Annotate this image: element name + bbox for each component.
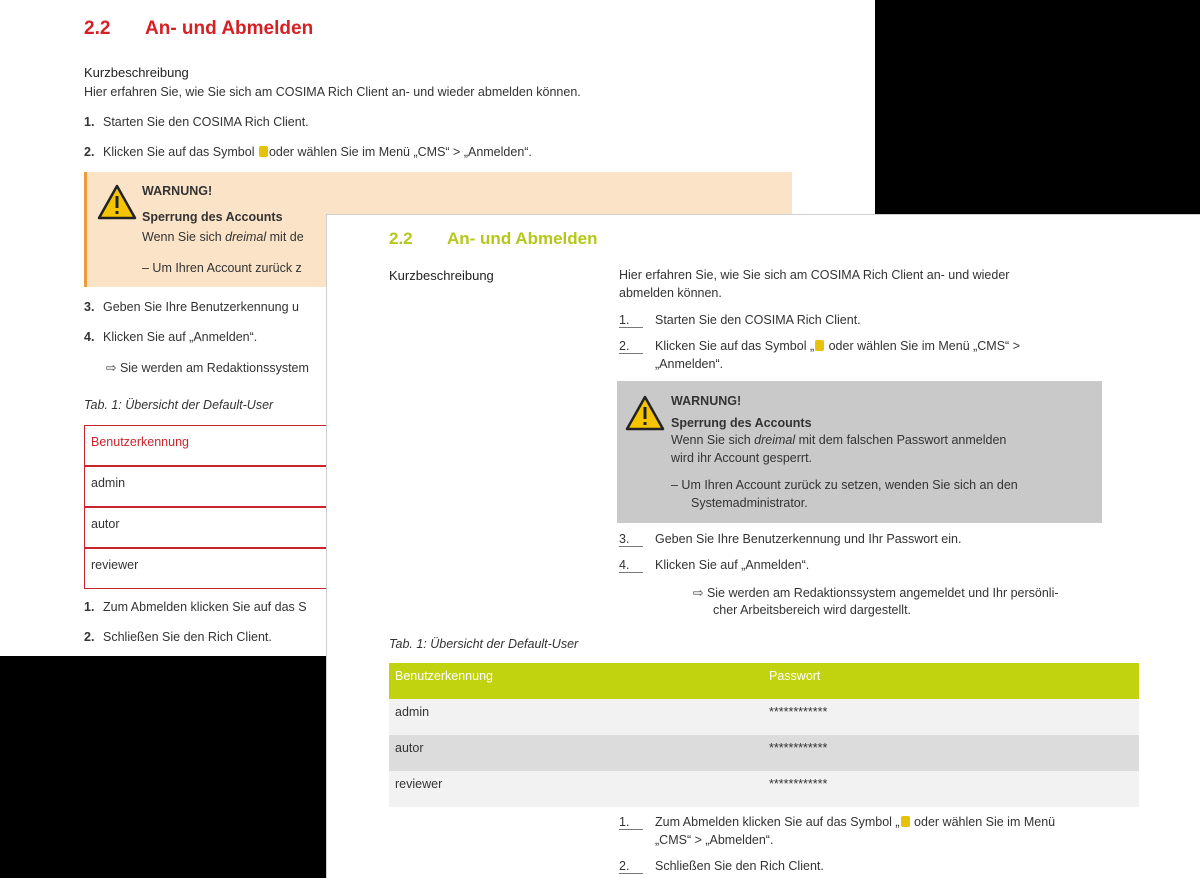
table-row — [389, 735, 1139, 771]
step-number: 2. — [84, 630, 95, 644]
section-title: An- und Abmelden — [145, 18, 314, 39]
section-title: An- und Abmelden — [447, 229, 598, 248]
front-page — [326, 214, 1200, 878]
result-text: ⇨ Sie werden am Redaktionssystem angemeldet und Ihr persönli- — [693, 586, 1059, 600]
step-text: Geben Sie Ihre Benutzerkennung und Ihr Passwort ein. — [655, 532, 962, 546]
step-number: 2. — [84, 145, 95, 159]
intro-text: Hier erfahren Sie, wie Sie sich am COSIMA Rich Client an- und wieder abmelden können. — [84, 85, 581, 99]
table-cell: ************ — [769, 741, 828, 755]
step-number: 1. — [84, 115, 95, 129]
step-text: Schließen Sie den Rich Client. — [103, 630, 272, 644]
step-number: 4. — [84, 330, 95, 344]
section-number: 2.2 — [389, 229, 413, 248]
table-cell: autor — [395, 741, 424, 755]
table-row — [389, 771, 1139, 807]
step-number: 1. — [619, 815, 643, 830]
step-text: Zum Abmelden klicken Sie auf das S — [103, 600, 307, 614]
table-cell: admin — [84, 466, 344, 507]
key-icon — [815, 340, 824, 351]
step-text: „CMS“ > „Abmelden“. — [655, 833, 774, 847]
warning-title: WARNUNG! — [142, 184, 213, 198]
table-cell: autor — [84, 507, 344, 548]
warning-text: Wenn Sie sich dreimal mit dem falschen Passwort anmelden — [671, 433, 1007, 447]
step-text: Schließen Sie den Rich Client. — [655, 859, 824, 873]
warning-icon — [97, 184, 137, 220]
step-text: Klicken Sie auf „Anmelden“. — [103, 330, 258, 344]
table-header-cell: Benutzerkennung — [395, 669, 493, 683]
step-number: 2. — [619, 859, 643, 874]
table-caption: Tab. 1: Übersicht der Default-User — [389, 637, 579, 651]
step-text: Zum Abmelden klicken Sie auf das Symbol „ oder wählen Sie im Menü — [655, 815, 1056, 829]
step-text: Klicken Sie auf das Symbol oder wählen Sie im Menü „CMS“ > „Anmelden“. — [103, 145, 532, 159]
table-row — [389, 699, 1139, 735]
summary-label: Kurzbeschreibung — [389, 268, 494, 283]
warning-bullet: Systemadministrator. — [691, 496, 808, 510]
warning-subtitle: Sperrung des Accounts — [671, 416, 812, 430]
section-number: 2.2 — [84, 18, 111, 39]
warning-bullet: – Um Ihren Account zurück zu setzen, wenden Sie sich an den — [671, 478, 1018, 492]
table-caption: Tab. 1: Übersicht der Default-User — [84, 398, 274, 412]
warning-title: WARNUNG! — [671, 394, 742, 408]
warning-box — [617, 381, 1102, 523]
warning-text: Wenn Sie sich dreimal mit de — [142, 230, 304, 244]
step-number: 3. — [619, 532, 643, 547]
key-icon — [901, 816, 910, 827]
intro-text: Hier erfahren Sie, wie Sie sich am COSIMA Rich Client an- und wieder — [619, 268, 1010, 282]
step-text: Starten Sie den COSIMA Rich Client. — [655, 313, 861, 327]
intro-text: abmelden können. — [619, 286, 722, 300]
warning-icon — [625, 395, 665, 431]
result-text: ⇨ Sie werden am Redaktionssystem — [106, 361, 309, 375]
table-cell: reviewer — [84, 548, 344, 589]
step-number: 4. — [619, 558, 643, 573]
step-number: 3. — [84, 300, 95, 314]
summary-label: Kurzbeschreibung — [84, 65, 189, 80]
step-text: Klicken Sie auf „Anmelden“. — [655, 558, 810, 572]
table-header-cell: Benutzerkennung — [84, 425, 344, 466]
warning-subtitle: Sperrung des Accounts — [142, 210, 283, 224]
table-cell: ************ — [769, 705, 828, 719]
table-cell: ************ — [769, 777, 828, 791]
step-text: „Anmelden“. — [655, 357, 724, 371]
result-text: cher Arbeitsbereich wird dargestellt. — [713, 603, 912, 617]
warning-text: wird ihr Account gesperrt. — [671, 451, 813, 465]
table-cell: admin — [395, 705, 430, 719]
step-text: Geben Sie Ihre Benutzerkennung u — [103, 300, 299, 314]
step-number: 1. — [619, 313, 643, 328]
key-icon — [259, 146, 268, 157]
table-header-cell: Passwort — [769, 669, 821, 683]
step-number: 1. — [84, 600, 95, 614]
table-header-row — [389, 663, 1139, 699]
table-cell: reviewer — [395, 777, 443, 791]
step-text: Klicken Sie auf das Symbol „ oder wählen Sie im Menü „CMS“ > — [655, 339, 1020, 353]
warning-bullet: – Um Ihren Account zurück z — [142, 261, 302, 275]
step-number: 2. — [619, 339, 643, 354]
step-text: Starten Sie den COSIMA Rich Client. — [103, 115, 309, 129]
